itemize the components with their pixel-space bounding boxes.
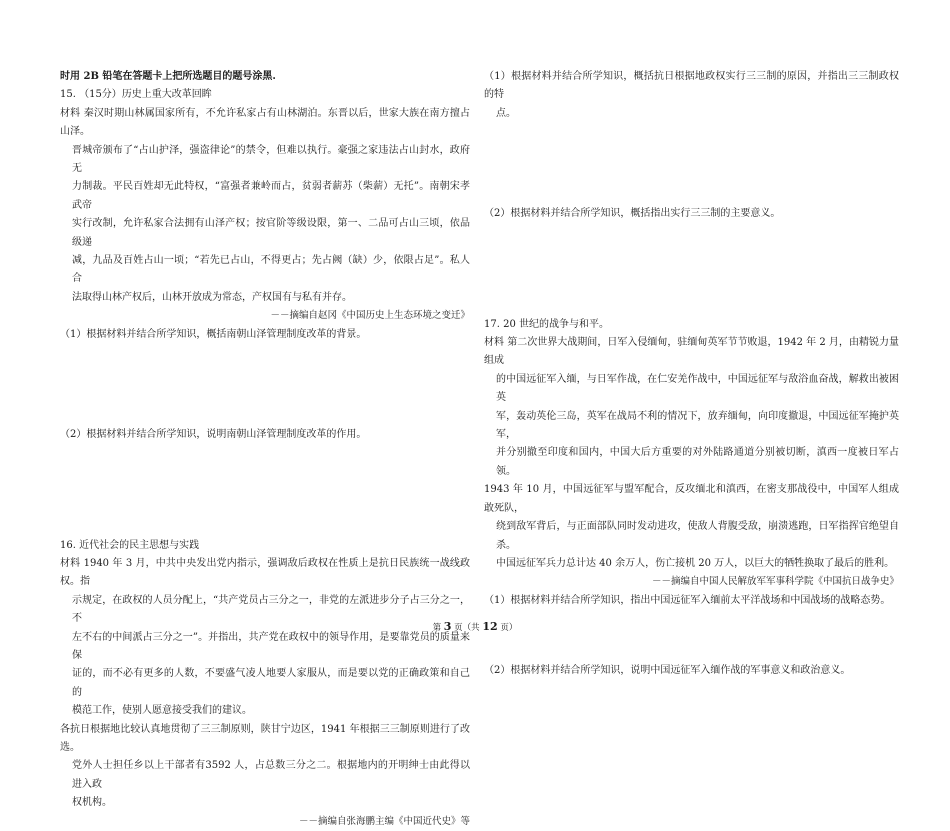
- q15-title: 15. （15分）历史上重大改革回眸: [60, 89, 212, 101]
- q16-material2-line: 党外人士担任乡以上干部者有3592 人，占总数三分之二。根据地内的开明绅士由此得以进入政: [72, 760, 470, 790]
- q17-material2-line: 中国远征军兵力总计达 40 余万人，伤亡接机 20 万人，以巨大的牺牲换取了最后的胜利。: [496, 557, 895, 569]
- answer-space: [484, 123, 899, 205]
- q16-material-line: 示规定，在政权的人员分配上，“共产党员占三分之一，非党的左派进步分子占三分之一，不: [72, 594, 470, 625]
- q16-material-line: 模范工作，使别人愿意接受我们的建议。: [72, 705, 252, 717]
- answer-space: [484, 610, 899, 662]
- q15-material-line: 力制裁。平民百姓却无此特权，“富强者兼岭而占，贫弱者薪苏（柴薪）无托”。南朝宋孝武帝: [72, 181, 470, 211]
- left-column: [60, 68, 470, 831]
- q15-sub2: （2）根据材料并结合所学知识，说明南朝山泽管理制度改革的作用。: [60, 429, 367, 441]
- q16-source: －－摘编自张海鹏主编《中国近代史》等: [298, 815, 470, 827]
- answer-space: [484, 224, 899, 316]
- right-column: [484, 68, 899, 681]
- q17-material-line: 军，轰动英伦三岛，英军在战局不利的情况下，放弃缅甸，向印度撤退，中国远征军掩护英军，: [496, 410, 899, 441]
- q15-sub1: （1）根据材料并结合所学知识，概括南朝山泽管理制度改革的背景。: [60, 328, 367, 340]
- footer-suffix: 页）: [500, 623, 518, 633]
- q15-material-line: 实行改制，允许私家合法拥有山泽产权；按官阶等级设限，第一、二品可占山三顷，依品级递: [72, 218, 470, 248]
- q15-material-line: 晋城帝颁布了“占山护泽，强盗律论”的禁令，但难以执行。豪强之家违法占山封水，政府无: [72, 144, 470, 175]
- q17-material-line: 并分别撤至印度和国内，中国大后方重要的对外陆路通道分别被切断，滇西一度被日军占领。: [496, 447, 899, 477]
- q16-sub1-cont: 点。: [496, 107, 516, 119]
- q17-material-line: 材料 第二次世界大战期间，日军入侵缅甸，驻缅甸英军节节败退，1942 年 2 月，由精锐力量组成: [484, 337, 899, 367]
- q16-material-line: 左不右的中间派占三分之一”。并指出，共产党在政权中的领导作用，是要靠党员的质量来保: [72, 631, 470, 661]
- footer-page-number: 3: [443, 620, 452, 633]
- page-footer: [0, 620, 950, 633]
- answer-notice: 时用 2B 铅笔在答题卡上把所选题目的题号涂黑.: [60, 71, 276, 82]
- q16-sub2: （2）根据材料并结合所学知识，概括指出实行三三制的主要意义。: [484, 208, 781, 220]
- footer-middle: 页（共: [454, 623, 480, 633]
- q16-title: 16. 近代社会的民主思想与实践: [60, 539, 200, 551]
- q15-material-line: 减，九品及百姓占山一顷；“若先已占山，不得更占；先占阙（缺）少，依限占足”。私人合: [72, 255, 470, 285]
- q15-material-line: 法取得山林产权后，山林开放成为常态，产权国有与私有并存。: [72, 291, 352, 303]
- q17-material2-line: 绕到敌军背后，与正面部队同时发动进攻，使敌人背腹受敌，崩溃逃跑，日军指挥官绝望自杀。: [496, 521, 899, 551]
- q17-sub2: （2）根据材料并结合所学知识，说明中国远征军入缅作战的军事意义和政治意义。: [484, 665, 851, 677]
- answer-space: [60, 344, 470, 426]
- q15-source: －－摘编自赵冈《中国历史上生态环境之变迁》: [270, 310, 470, 322]
- q16-material2-line: 各抗日根据地比较认真地贯彻了三三制原则，陕甘宁边区，1941 年根据三三制原则进行了改选。: [60, 723, 470, 753]
- q17-material-line: 的中国远征军入缅，与日军作战，在仁安羌作战中，中国远征军与敌浴血奋战，解救出被困英: [496, 373, 899, 404]
- q17-material2-line: 1943 年 10 月，中国远征军与盟军配合，反攻缅北和滇西，在密支那战役中，中国军人组成敢死队，: [484, 484, 899, 514]
- q16-material-line: 证的，而不必有更多的人数，不要盛气凌人地要人家服从，而是要以党的正确政策和自己的: [72, 668, 470, 698]
- q17-source: －－摘编自中国人民解放军军事科学院《中国抗日战争史》: [651, 576, 899, 588]
- footer-prefix: 第: [432, 623, 442, 633]
- q17-sub1: （1）根据材料并结合所学知识，指出中国远征军入缅前太平洋战场和中国战场的战略态势。: [484, 594, 891, 606]
- q17-title: 17. 20 世纪的战争与和平。: [484, 318, 609, 330]
- q15-material-line: 材料 秦汉时期山林属国家所有，不允许私家占有山林湖泊。东晋以后，世家大族在南方擅占山泽。: [60, 107, 470, 138]
- q16-material2-line: 权机构。: [72, 797, 112, 809]
- q16-sub1: （1）根据材料并结合所学知识，概括抗日根据地政权实行三三制的原因，并指出三三制政权的特: [484, 71, 899, 101]
- q16-material-line: 材料 1940 年 3 月，中共中央发出党内指示，强调敌后政权在性质上是抗日民族统一战线政权。指: [60, 557, 470, 588]
- answer-space: [60, 445, 470, 537]
- footer-total-pages: 12: [482, 620, 498, 633]
